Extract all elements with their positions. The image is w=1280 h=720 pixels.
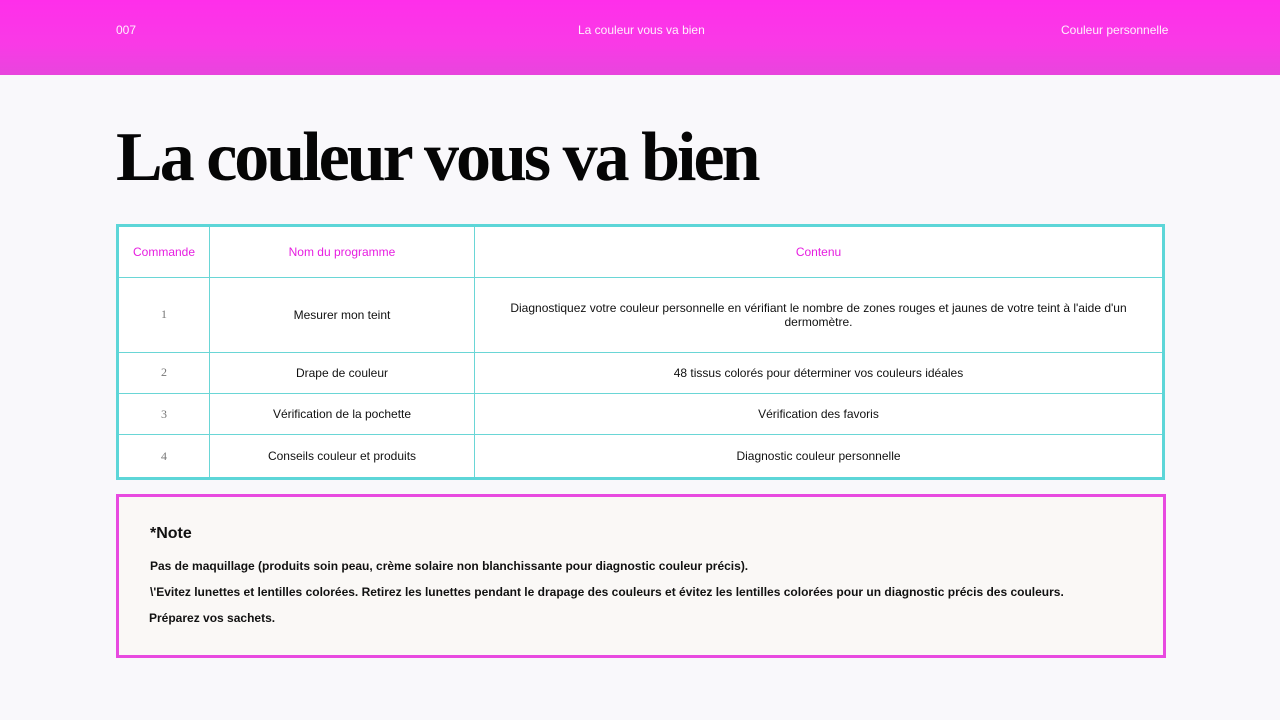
cell-num: 1: [118, 278, 210, 353]
header-band: [0, 0, 1280, 75]
note-line: Préparez vos sachets.: [149, 611, 276, 625]
cell-num: 4: [118, 435, 210, 479]
note-line: Pas de maquillage (produits soin peau, crème solaire non blanchissante pour diagnostic couleur précis).: [150, 559, 749, 573]
program-table: [116, 224, 1165, 480]
cell-content: Vérification des favoris: [475, 393, 1164, 434]
note-heading: *Note: [150, 525, 192, 542]
table-row: [118, 278, 1164, 353]
column-header: Commande: [118, 226, 210, 278]
cell-name: Mesurer mon teint: [210, 278, 475, 353]
cell-name: Conseils couleur et produits: [210, 435, 475, 479]
column-header: Nom du programme: [210, 226, 475, 278]
table-row: [118, 393, 1164, 434]
page-title: La couleur vous va bien: [116, 119, 758, 196]
note-box: [116, 494, 1166, 658]
table-header-row: [118, 226, 1164, 278]
table-row: [118, 352, 1164, 393]
cell-num: 3: [118, 393, 210, 434]
note-line: \'Evitez lunettes et lentilles colorées. Retirez les lunettes pendant le drapage des couleurs et évitez les lentilles colorées pour un diagnostic précis des couleurs.: [150, 585, 1064, 599]
cell-name: Drape de couleur: [210, 352, 475, 393]
header-center-title: La couleur vous va bien: [578, 23, 705, 37]
header-right-title: Couleur personnelle: [1061, 23, 1169, 37]
column-header: Contenu: [475, 226, 1164, 278]
table-row: [118, 435, 1164, 479]
cell-content: Diagnostic couleur personnelle: [475, 435, 1164, 479]
cell-content: Diagnostiquez votre couleur personnelle en vérifiant le nombre de zones rouges et jaunes de votre teint à l'aide d'un dermomètre.: [475, 278, 1164, 353]
cell-content: 48 tissus colorés pour déterminer vos couleurs idéales: [475, 352, 1164, 393]
cell-num: 2: [118, 352, 210, 393]
cell-name: Vérification de la pochette: [210, 393, 475, 434]
page-number: 007: [116, 23, 137, 37]
